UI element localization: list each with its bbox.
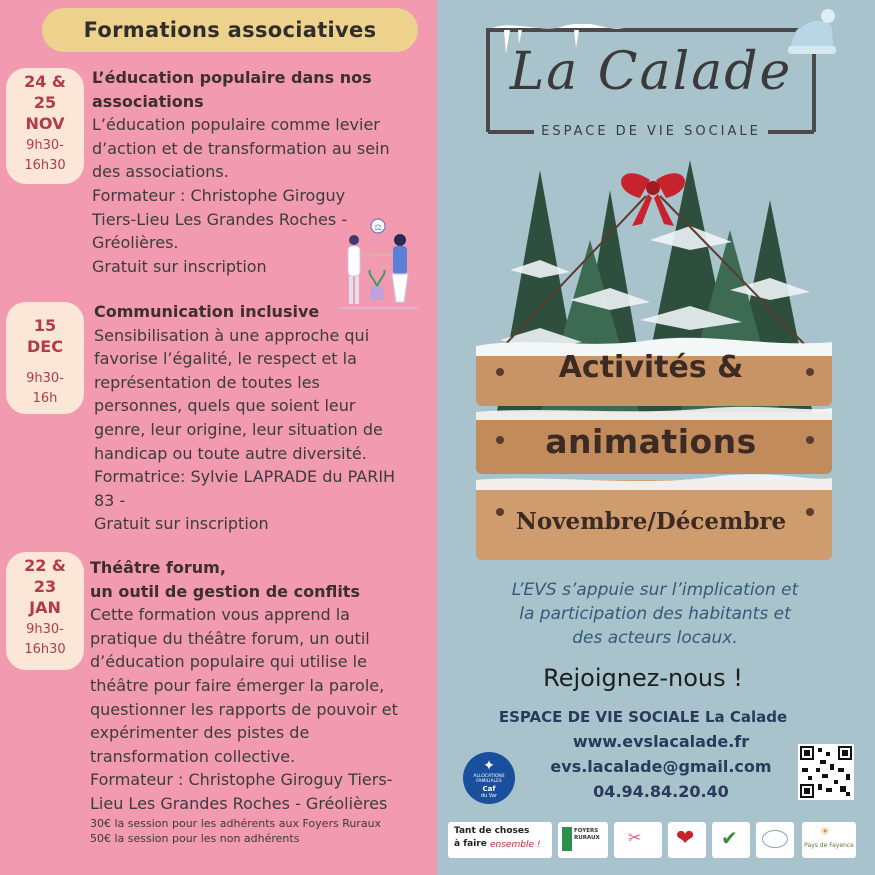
session-desc: handicap ou toute autre diversité. <box>94 443 367 463</box>
heart-icon: ❤ <box>676 826 695 851</box>
quote-line: la participation des habitants et <box>519 604 791 624</box>
partner-logo-3: ✂ <box>614 822 662 858</box>
session-desc: Formateur : Christophe Giroguy Tiers- <box>90 770 393 790</box>
caf-text: du Var <box>480 793 498 799</box>
date-line: 23 <box>33 577 57 596</box>
contact-email[interactable]: evs.lacalade@gmail.com <box>550 757 772 776</box>
session-title: Communication inclusive <box>94 302 320 321</box>
partner-logo-pays-de-fayence: ☀ Pays de Fayence <box>802 822 856 858</box>
session-desc: Sensibilisation à une approche qui <box>94 325 370 345</box>
session-desc: L’éducation populaire comme levier <box>92 115 380 135</box>
session-desc: Formateur : Christophe Giroguy <box>92 185 346 205</box>
sign-line-3: Novembre/Décembre <box>515 508 787 535</box>
quote-line: L’EVS s’appuie sur l’implication et <box>511 580 799 600</box>
date-badge-3 <box>6 552 84 670</box>
session-2 <box>94 300 430 536</box>
join-cta: Rejoignez-nous ! <box>543 664 743 692</box>
session-desc: d’éducation populaire qui utilise le <box>90 652 367 672</box>
sign-line-1: Activités & <box>558 350 744 385</box>
session-desc: Lieu Les Grandes Roches - Gréolières <box>90 793 388 813</box>
partner-logo-check <box>712 822 750 858</box>
session-desc: questionner les rapports de pouvoir et <box>90 699 398 719</box>
logo-subtitle: ESPACE DE VIE SOCIALE <box>541 124 761 139</box>
session-title: L’éducation populaire dans nos <box>92 68 372 87</box>
time-line: 9h30- <box>26 622 64 637</box>
session-3 <box>90 556 426 846</box>
session-desc: favorise l’égalité, le respect et la <box>94 349 357 369</box>
caf-text: Caf <box>482 785 496 793</box>
session-desc: pratique du théâtre forum, un outil <box>90 628 370 648</box>
page-title: Formations associatives <box>42 8 418 52</box>
date-line: 15 <box>33 316 57 335</box>
contact-website[interactable]: www.evslacalade.fr <box>572 732 750 751</box>
partner-logo-heart <box>668 822 706 858</box>
evs-quote <box>470 578 840 650</box>
date-badge-2 <box>6 302 84 414</box>
logo-name: La Calade <box>509 42 793 102</box>
session-desc: transformation collective. <box>90 746 296 766</box>
quote-line: des acteurs locaux. <box>572 628 738 648</box>
session-desc: 83 - <box>94 490 126 510</box>
date-badge-1 <box>6 68 84 184</box>
session-desc: Gréolières. <box>92 233 179 253</box>
time-line: 16h30 <box>24 158 66 173</box>
session-desc: Gratuit sur inscription <box>92 256 267 276</box>
session-desc: expérimenter des pistes de <box>90 723 310 743</box>
caf-text: ALLOCATIONS FAMILIALES <box>473 774 505 784</box>
date-line: NOV <box>25 114 65 133</box>
partner-logo-tant-de-choses: Tant de choses à faire ensemble ! <box>448 822 552 858</box>
session-desc: représentation de toutes les <box>94 372 320 392</box>
contact-phone[interactable]: 04.94.84.20.40 <box>593 782 729 801</box>
caf-logo-icon: ✦ ALLOCATIONS FAMILIALES Caf du Var <box>463 752 515 804</box>
time-line: 16h <box>32 391 58 406</box>
price-line: 30€ la session pour les adhérents aux Foyers Ruraux <box>90 816 382 830</box>
date-line: DEC <box>27 337 63 356</box>
session-desc: d’action et de transformation au sein <box>92 138 390 158</box>
time-line: 9h30- <box>26 371 64 386</box>
contact-org: ESPACE DE VIE SOCIALE La Calade <box>498 708 788 726</box>
session-title: associations <box>92 91 204 111</box>
time-line: 9h30- <box>26 138 64 153</box>
partner-logo-foyers-ruraux: FOYERS RURAUX <box>558 822 608 858</box>
date-line: 22 & <box>24 556 66 575</box>
session-desc: Gratuit sur inscription <box>94 514 269 534</box>
session-desc: personnes, quels que soient leur <box>94 396 356 416</box>
price-line: 50€ la session pour les non adhérents <box>90 831 300 845</box>
svg-text:⚖: ⚖ <box>374 223 383 233</box>
session-desc: Tiers-Lieu Les Grandes Roches - <box>92 209 348 229</box>
session-desc: genre, leur origine, leur situation de <box>94 419 383 439</box>
session-title: Théâtre forum, <box>90 558 226 577</box>
qr-code-icon[interactable] <box>798 744 854 800</box>
date-line: 25 <box>33 93 57 112</box>
check-icon: ✔ <box>721 826 738 850</box>
partner-logo-6 <box>756 822 794 858</box>
session-desc: théâtre pour faire émerger la parole, <box>90 675 385 695</box>
time-line: 16h30 <box>24 642 66 657</box>
session-desc: Formatrice: Sylvie LAPRADE du PARIH <box>94 467 396 487</box>
session-desc: des associations. <box>92 162 229 182</box>
left-panel <box>0 0 437 875</box>
date-line: 24 & <box>24 72 66 91</box>
sign-line-2: animations <box>545 422 757 461</box>
session-title: un outil de gestion de conflits <box>90 581 360 601</box>
date-line: JAN <box>29 598 61 617</box>
session-desc: Cette formation vous apprend la <box>90 605 350 625</box>
